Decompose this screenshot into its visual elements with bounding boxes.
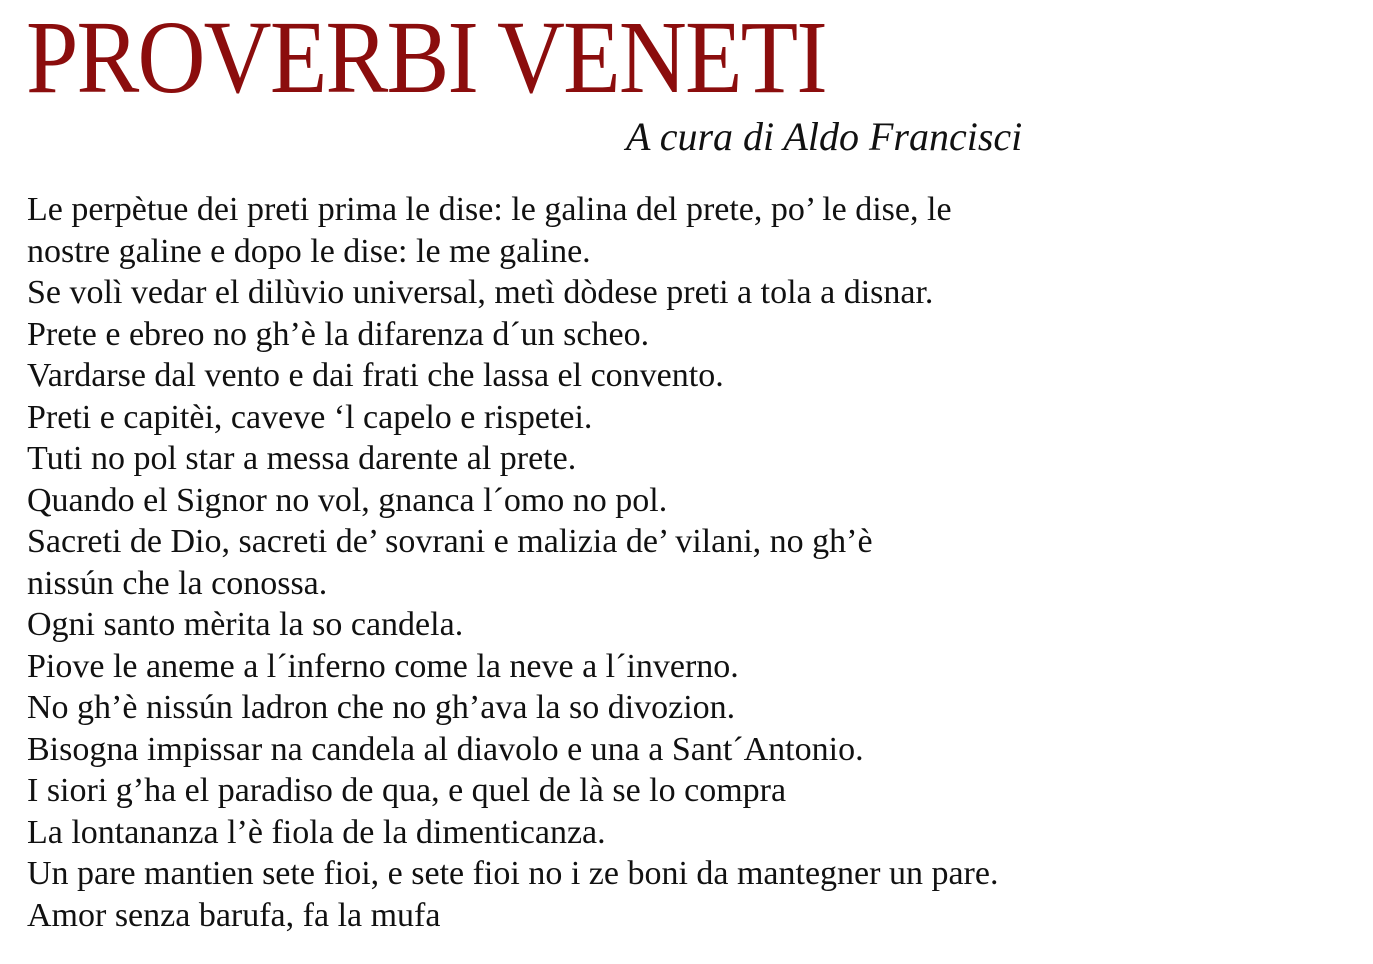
proverb-list <box>27 189 998 936</box>
proverb-line: Un pare mantien sete fioi, e sete fioi no i ze boni da mantegner un pare. <box>27 855 999 892</box>
proverb-line: Bisogna impissar na candela al diavolo e una a Sant´Antonio. <box>27 730 864 768</box>
proverb-line: Preti e capitèi, caveve ‘l capelo e rispetei. <box>27 398 593 436</box>
proverb-line: Se volì vedar el dilùvio universal, metì dòdese preti a tola a disnar. <box>27 274 934 311</box>
proverb-line: Piove le aneme a l´inferno come la neve a l´inverno. <box>27 647 739 685</box>
proverb-line: No gh’è nissún ladron che no gh’ava la so divozion. <box>27 689 736 726</box>
proverb-line: Le perpètue dei preti prima le dise: le galina del prete, po’ le dise, le <box>27 191 952 228</box>
proverb-line: Sacreti de Dio, sacreti de’ sovrani e malizia de’ vilani, no gh’è <box>27 523 873 560</box>
proverb-line: Quando el Signor no vol, gnanca l´omo no pol. <box>27 481 668 519</box>
proverb-line: nostre galine e dopo le dise: le me galine. <box>27 232 591 270</box>
proverb-line: I siori g’ha el paradiso de qua, e quel de là se lo compra <box>27 772 787 809</box>
proverb-line: Tuti no pol star a messa darente al prete. <box>27 440 577 477</box>
author-credit: A cura di Aldo Francisci <box>626 114 1023 159</box>
page-title: PROVERBI VENETI <box>26 0 826 115</box>
proverb-line: Ogni santo mèrita la so candela. <box>27 606 464 643</box>
proverb-line: Amor senza barufa, fa la mufa <box>27 896 441 934</box>
proverb-line: nissún che la conossa. <box>27 564 328 602</box>
proverb-line: La lontananza l’è fiola de la dimenticanza. <box>27 813 606 851</box>
proverb-line: Prete e ebreo no gh’è la difarenza d´un scheo. <box>27 315 650 353</box>
proverb-line: Vardarse dal vento e dai frati che lassa el convento. <box>27 357 724 394</box>
